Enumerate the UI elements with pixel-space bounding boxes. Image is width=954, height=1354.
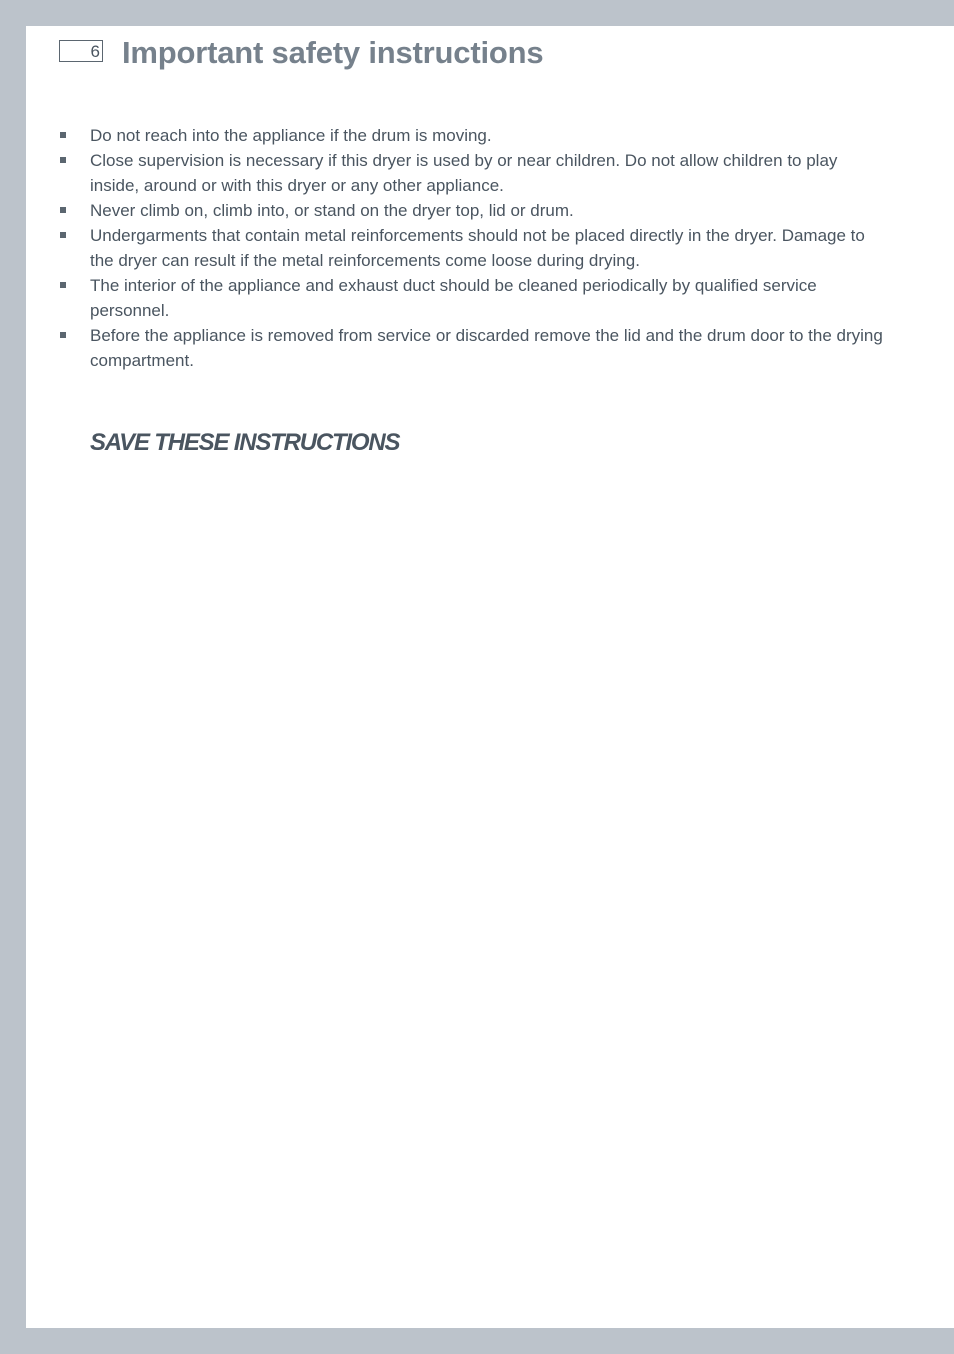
square-bullet-icon xyxy=(60,157,66,163)
page-title: Important safety instructions xyxy=(122,35,544,70)
square-bullet-icon xyxy=(60,132,66,138)
safety-instructions-list xyxy=(60,123,890,373)
list-item-text: Before the appliance is removed from service or discarded remove the lid and the drum door to the drying compartment. xyxy=(90,326,883,370)
square-bullet-icon xyxy=(60,207,66,213)
square-bullet-icon xyxy=(60,282,66,288)
document-page xyxy=(26,26,954,1328)
page-number-box xyxy=(59,40,103,62)
list-item xyxy=(60,323,890,373)
list-item xyxy=(60,273,890,323)
list-item xyxy=(60,123,890,148)
list-item-text: Close supervision is necessary if this dryer is used by or near children. Do not allow children to play inside, around or with this dryer or any other appliance. xyxy=(90,151,838,195)
list-item xyxy=(60,198,890,223)
list-item xyxy=(60,223,890,273)
list-item-text: Never climb on, climb into, or stand on the dryer top, lid or drum. xyxy=(90,201,574,220)
list-item-text: The interior of the appliance and exhaust duct should be cleaned periodically by qualified service personnel. xyxy=(90,276,817,320)
page-number: 6 xyxy=(90,42,100,61)
square-bullet-icon xyxy=(60,332,66,338)
list-item-text: Undergarments that contain metal reinforcements should not be placed directly in the dryer. Damage to the dryer can result if the metal reinforcements come loose during drying. xyxy=(90,226,865,270)
list-item-text: Do not reach into the appliance if the drum is moving. xyxy=(90,126,492,145)
save-instructions-heading: SAVE THESE INSTRUCTIONS xyxy=(90,429,400,456)
square-bullet-icon xyxy=(60,232,66,238)
list-item xyxy=(60,148,890,198)
